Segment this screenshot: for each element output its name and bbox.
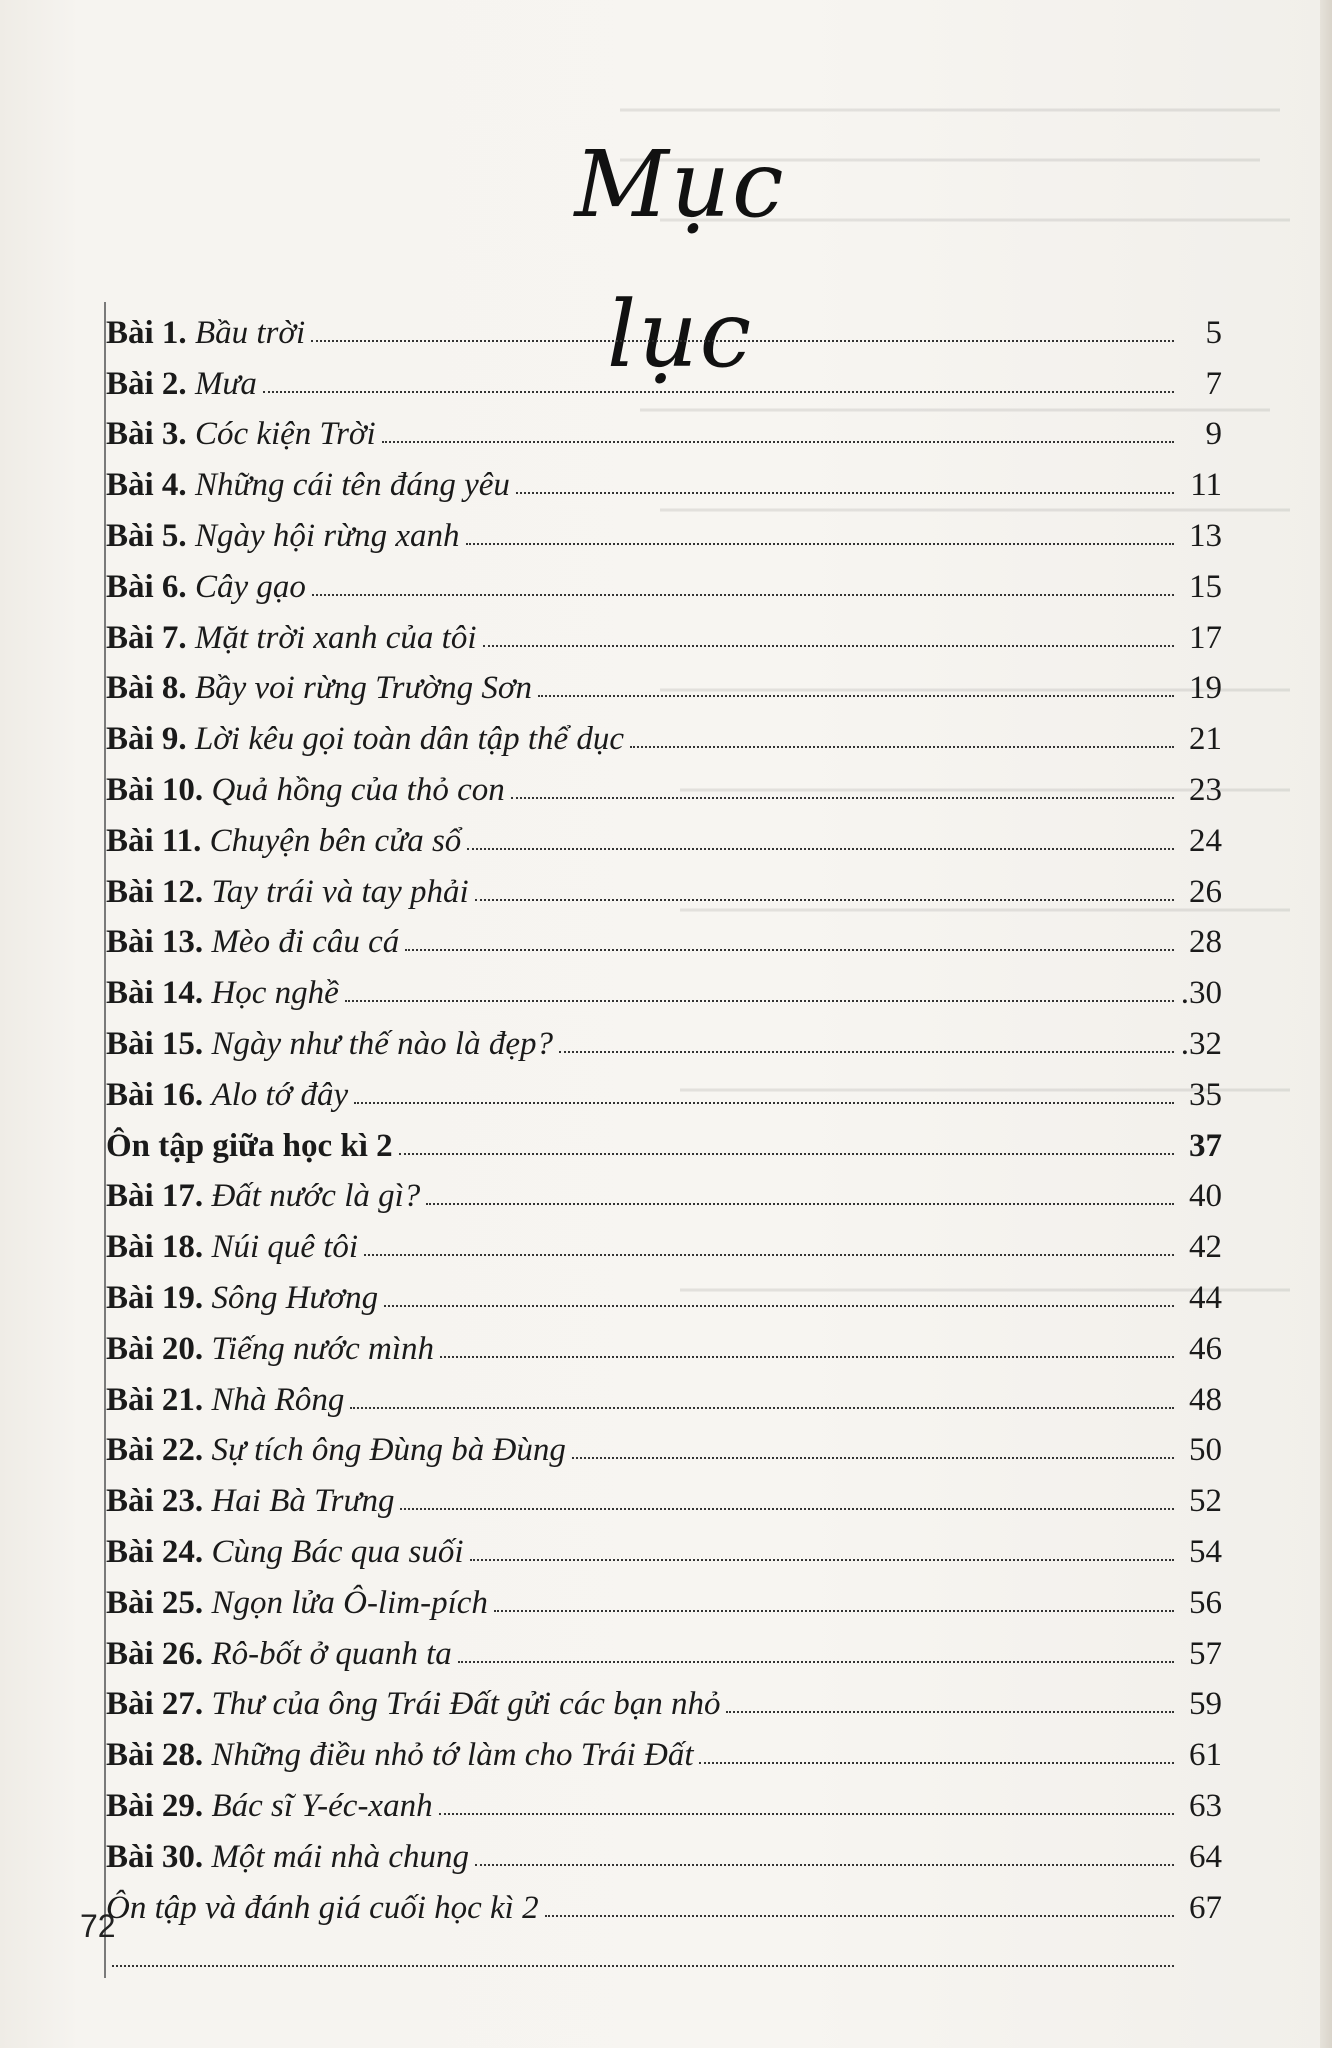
dot-leader <box>516 491 1174 494</box>
entry-page: 19 <box>1189 670 1222 707</box>
dot-leader <box>399 1152 1174 1155</box>
dot-leader <box>726 1710 1174 1713</box>
entry-title: Bầy voi rừng Trường Sơn <box>194 670 532 707</box>
toc-entry[interactable] <box>106 454 1222 505</box>
dot-leader <box>405 948 1174 951</box>
entry-title: Ôn tập và đánh giá cuối học kì 2 <box>106 1889 539 1926</box>
entry-page: 56 <box>1189 1584 1222 1621</box>
entry-label: Bài 11. <box>106 822 210 859</box>
dot-leader <box>458 1660 1174 1663</box>
entry-title: Mưa <box>194 365 257 402</box>
entry-label: Bài 1. <box>106 314 195 351</box>
entry-page: 42 <box>1189 1229 1222 1266</box>
entry-title: Ngày như thế nào là đẹp? <box>211 1025 553 1062</box>
entry-label: Bài 23. <box>106 1483 212 1520</box>
dot-leader <box>364 1253 1174 1256</box>
dot-leader <box>511 796 1174 799</box>
entry-label: Bài 5. <box>106 517 195 554</box>
entry-page: .30 <box>1180 975 1222 1012</box>
dot-leader <box>475 1863 1174 1866</box>
toc-entry[interactable] <box>106 1420 1222 1471</box>
entry-label: Bài 15. <box>106 1025 212 1062</box>
entry-title: Cây gạo <box>194 568 306 605</box>
entry-page: 48 <box>1189 1381 1222 1418</box>
entry-title: Mặt trời xanh của tôi <box>194 619 477 656</box>
entry-title: Quả hồng của thỏ con <box>211 771 505 808</box>
entry-page: 5 <box>1205 314 1222 351</box>
dot-leader <box>400 1507 1174 1510</box>
entry-title: Rô-bốt ở quanh ta <box>211 1635 452 1672</box>
entry-label: Bài 24. <box>106 1533 212 1570</box>
entry-title: Nhà Rông <box>211 1381 345 1418</box>
toc-entry[interactable] <box>106 607 1222 658</box>
entry-page: 46 <box>1189 1330 1222 1367</box>
page-number: 72 <box>80 1908 116 1944</box>
toc-entry[interactable] <box>106 1826 1222 1877</box>
entry-title: Những điều nhỏ tớ làm cho Trái Đất <box>211 1737 694 1774</box>
toc-entry[interactable] <box>106 505 1222 556</box>
entry-label: Bài 16. <box>106 1076 212 1113</box>
dot-leader <box>475 898 1174 901</box>
entry-label: Bài 30. <box>106 1838 212 1875</box>
toc-entry[interactable] <box>106 1013 1222 1064</box>
entry-title: Bác sĩ Y-éc-xanh <box>211 1787 433 1824</box>
entry-title: Đất nước là gì? <box>211 1178 421 1215</box>
dot-leader <box>350 1406 1174 1409</box>
entry-label: Bài 20. <box>106 1330 212 1367</box>
dot-leader <box>466 542 1174 545</box>
entry-title: Bầu trời <box>194 314 306 351</box>
entry-title: Chuyện bên cửa sổ <box>209 822 462 859</box>
entry-page: 57 <box>1189 1635 1222 1672</box>
toc-entry[interactable] <box>106 759 1222 810</box>
toc-entry[interactable] <box>106 556 1222 607</box>
dot-leader <box>699 1761 1174 1764</box>
dot-leader <box>483 644 1174 647</box>
entry-title: Thư của ông Trái Đất gửi các bạn nhỏ <box>211 1686 721 1723</box>
toc-entry[interactable] <box>106 861 1222 912</box>
toc-entry[interactable] <box>106 708 1222 759</box>
entry-page: 64 <box>1189 1838 1222 1875</box>
entry-label: Bài 4. <box>106 467 195 504</box>
entry-title: Cùng Bác qua suối <box>211 1533 464 1570</box>
entry-title: Sự tích ông Đùng bà Đùng <box>211 1432 566 1469</box>
toc-entry[interactable] <box>106 1724 1222 1775</box>
entry-label: Bài 6. <box>106 568 195 605</box>
dot-leader <box>382 440 1174 443</box>
entry-page: 13 <box>1189 517 1222 554</box>
dot-leader <box>345 999 1174 1002</box>
entry-label: Bài 21. <box>106 1381 212 1418</box>
entry-title: Tay trái và tay phải <box>211 873 469 910</box>
entry-label: Bài 29. <box>106 1787 212 1824</box>
dot-leader <box>263 390 1174 393</box>
entry-page: 26 <box>1189 873 1222 910</box>
entry-label: Bài 12. <box>106 873 212 910</box>
entry-page: 52 <box>1189 1483 1222 1520</box>
entry-title: Ôn tập giữa học kì 2 <box>106 1127 393 1164</box>
dot-leader <box>384 1304 1174 1307</box>
dot-leader <box>467 847 1174 850</box>
entry-title: Những cái tên đáng yêu <box>194 467 510 504</box>
dot-leader <box>354 1101 1174 1104</box>
entry-label: Bài 7. <box>106 619 195 656</box>
entry-page: 54 <box>1189 1533 1222 1570</box>
toc-entry[interactable] <box>106 1369 1222 1420</box>
toc-entry[interactable] <box>106 1216 1222 1267</box>
entry-page: 21 <box>1189 721 1222 758</box>
dot-leader <box>112 1964 1174 1967</box>
entry-label: Bài 9. <box>106 721 195 758</box>
entry-page: 35 <box>1189 1076 1222 1113</box>
entry-title: Núi quê tôi <box>211 1229 359 1266</box>
toc-entry[interactable] <box>106 1521 1222 1572</box>
dot-leader <box>559 1050 1174 1053</box>
page-title: Mục lục <box>574 131 786 388</box>
entry-title: Alo tớ đây <box>211 1076 349 1113</box>
toc-entry[interactable] <box>106 404 1222 455</box>
entry-label: Bài 2. <box>106 365 195 402</box>
entry-label: Bài 14. <box>106 975 212 1012</box>
toc-entry[interactable] <box>106 962 1222 1013</box>
entry-title: Ngọn lửa Ô-lim-pích <box>211 1584 488 1621</box>
toc-entry[interactable] <box>106 810 1222 861</box>
entry-page: 63 <box>1189 1787 1222 1824</box>
entry-label: Bài 17. <box>106 1178 212 1215</box>
entry-label: Bài 22. <box>106 1432 212 1469</box>
dot-leader <box>311 339 1174 342</box>
entry-label: Bài 8. <box>106 670 195 707</box>
dot-leader <box>312 593 1174 596</box>
entry-page: 15 <box>1189 568 1222 605</box>
entry-page: 28 <box>1189 924 1222 961</box>
toc-entry[interactable] <box>106 353 1222 404</box>
dot-leader <box>538 694 1174 697</box>
entry-page: 17 <box>1189 619 1222 656</box>
entry-label: Bài 13. <box>106 924 212 961</box>
toc-entry[interactable] <box>106 1877 1222 1928</box>
entry-label: Bài 3. <box>106 416 195 453</box>
entry-label: Bài 26. <box>106 1635 212 1672</box>
entry-label: Bài 19. <box>106 1279 212 1316</box>
toc-entry[interactable] <box>106 1470 1222 1521</box>
entry-label: Bài 28. <box>106 1737 212 1774</box>
entry-page: 11 <box>1190 467 1222 504</box>
toc-entry[interactable] <box>106 1775 1222 1826</box>
entry-title: Một mái nhà chung <box>211 1838 469 1875</box>
toc-entry[interactable] <box>106 1674 1222 1725</box>
toc-entry[interactable] <box>106 658 1222 709</box>
toc-entry[interactable] <box>106 1267 1222 1318</box>
entry-title: Lời kêu gọi toàn dân tập thể dục <box>194 721 625 758</box>
toc-entry[interactable] <box>106 1166 1222 1217</box>
entry-title: Hai Bà Trưng <box>211 1483 395 1520</box>
entry-label: Bài 18. <box>106 1229 212 1266</box>
entry-page: 23 <box>1189 771 1222 808</box>
toc-entry[interactable] <box>106 1623 1222 1674</box>
toc-entry[interactable] <box>106 1064 1222 1115</box>
entry-page: 9 <box>1205 416 1222 453</box>
toc-entry-review[interactable] <box>106 1928 1222 1979</box>
entry-page: 40 <box>1189 1178 1222 1215</box>
entry-page: 59 <box>1189 1686 1222 1723</box>
entry-page: 67 <box>1189 1889 1222 1926</box>
dot-leader <box>470 1558 1174 1561</box>
entry-label: Bài 25. <box>106 1584 212 1621</box>
entry-title: Sông Hương <box>211 1279 379 1316</box>
toc-entry-review[interactable] <box>106 1115 1222 1166</box>
entry-title: Học nghề <box>211 975 339 1012</box>
dot-leader <box>494 1609 1174 1612</box>
dot-leader <box>439 1812 1174 1815</box>
toc-entry[interactable] <box>106 1318 1222 1369</box>
entry-page: 44 <box>1189 1279 1222 1316</box>
dot-leader <box>426 1202 1174 1205</box>
entry-title: Cóc kiện Trời <box>194 416 376 453</box>
dot-leader <box>440 1355 1174 1358</box>
toc-entry[interactable] <box>106 302 1222 353</box>
toc-entry[interactable] <box>106 1572 1222 1623</box>
entry-label: Bài 10. <box>106 771 212 808</box>
entry-page: 50 <box>1189 1432 1222 1469</box>
entry-title: Ngày hội rừng xanh <box>194 517 460 554</box>
page-edge <box>1320 0 1332 2048</box>
dot-leader <box>572 1456 1174 1459</box>
entry-title: Tiếng nước mình <box>211 1330 435 1367</box>
entry-page: 24 <box>1189 822 1222 859</box>
entry-page: 61 <box>1189 1737 1222 1774</box>
toc-entry[interactable] <box>106 912 1222 963</box>
table-of-contents <box>104 302 1222 1978</box>
entry-title: Mèo đi câu cá <box>211 924 400 961</box>
entry-page: 7 <box>1205 365 1222 402</box>
dot-leader <box>545 1914 1174 1917</box>
entry-label: Bài 27. <box>106 1686 212 1723</box>
entry-page: 37 <box>1189 1127 1222 1164</box>
dot-leader <box>630 745 1174 748</box>
entry-page: .32 <box>1180 1025 1222 1062</box>
